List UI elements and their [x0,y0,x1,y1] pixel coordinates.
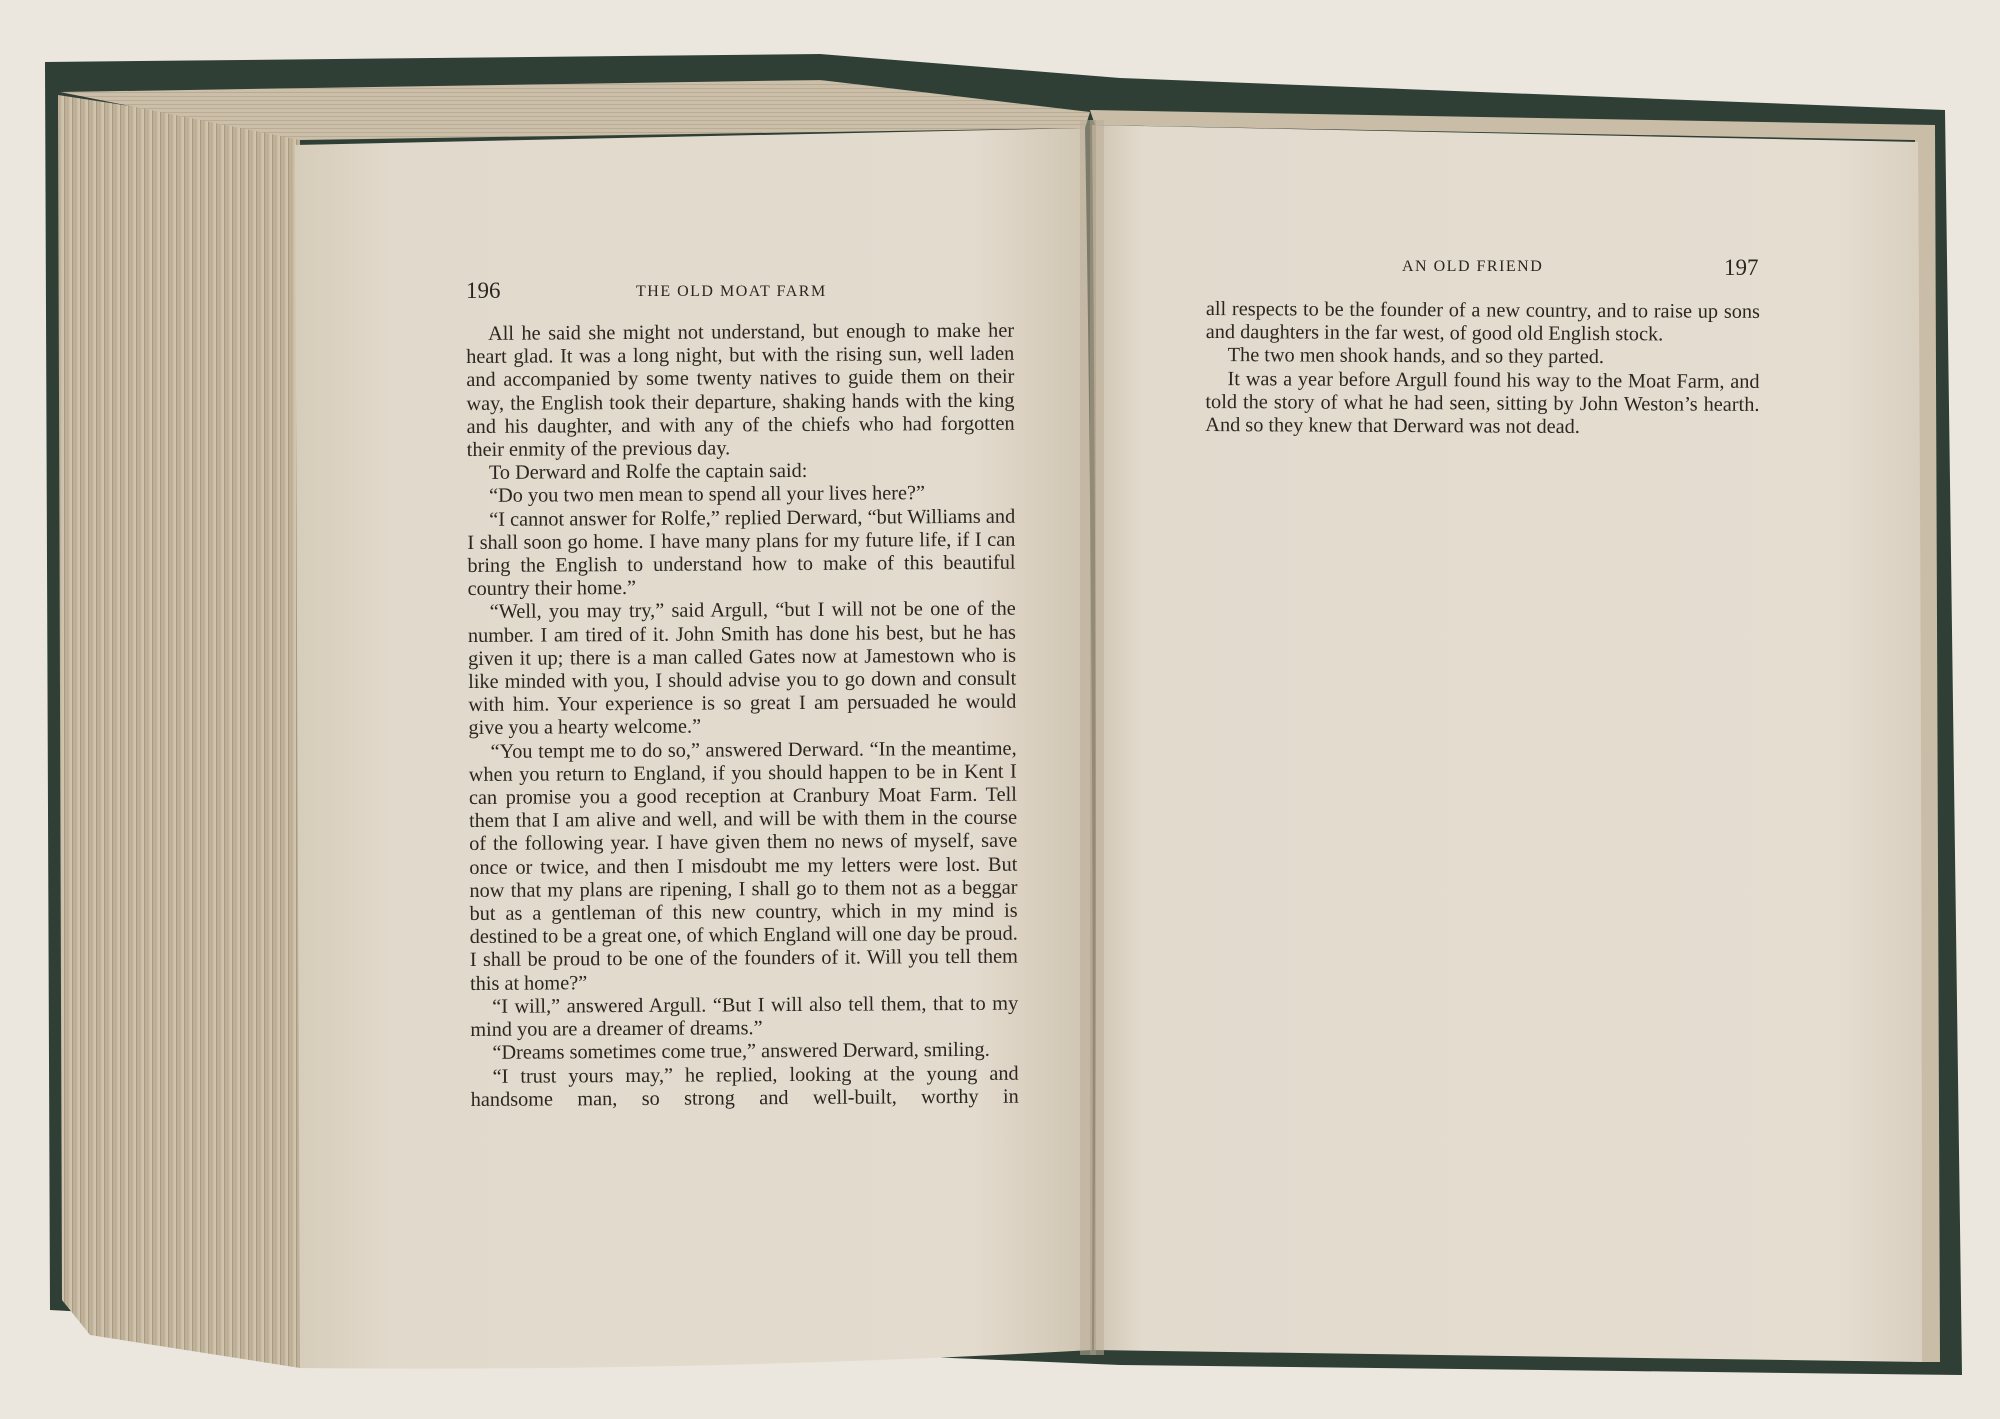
left-paragraph: All he said she might not understand, but enough to make her heart glad. It was a long night, but with the rising sun, well laden and accompanied by some twenty natives to guide them on their way, the English took their departure, shaking hands with the king and his daughter, and with any of the chiefs who had forgotten their enmity of the previous day. [466,319,1015,462]
left-page-body [466,320,1019,1112]
left-paragraph: To Derward and Rolfe the captain said: [488,460,808,485]
right-running-head: AN OLD FRIEND [1402,258,1544,275]
left-running-head: THE OLD MOAT FARM [636,283,827,300]
right-paragraph: The two men shook hands, and so they parted. [1227,344,1605,369]
left-page-edges [58,95,300,1368]
left-paragraph: “I cannot answer for Rolfe,” replied Derward, “but Williams and I shall soon go home. I have many plans for my future life, if I can bring the English to understand how to make of this beautiful country their home.” [467,505,1016,601]
right-paragraph: It was a year before Argull found his way to the Moat Farm, and told the story of what he had seen, sitting by John Weston’s hearth. And so they knew that Derward was not dead. [1205,367,1760,438]
left-paragraph: “You tempt me to do so,” answered Derward. “In the meantime, when you return to England, if you should happen to be in Kent I can promise you a good reception at Cranbury Moat Farm. Tell them that I am alive and well, and will be with them in the course of the following year. I have given them no news of myself, save once or twice, and then I misdoubt me my letters were lost. But now that my plans are ripening, I shall go to them not as a beggar but as a gentleman of this new country, which in my mind is destined to be a great one, of which England will one day be proud. I shall be proud to be one of the founders of it. Will you tell them this at home?” [468,737,1018,995]
left-paragraph: “Do you two men mean to spend all your lives here?” [488,482,926,508]
left-page-number: 196 [466,278,501,303]
left-paragraph: “I will,” answered Argull. “But I will also tell them, that to my mind you are a dreamer of dreams.” [470,992,1019,1042]
right-page-number: 197 [1724,255,1759,280]
left-paragraph: “Dreams sometimes come true,” answered Derward, smiling. [492,1039,990,1065]
right-page-body [1205,298,1760,440]
left-paragraph: “I trust yours may,” he replied, looking at the young and handsome man, so strong and well-built, worthy in [470,1062,1019,1111]
right-paragraph: all respects to be the founder of a new country, and to raise up sons and daughters in the far west, of good old English stock. [1205,298,1760,346]
left-paragraph: “Well, you may try,” said Argull, “but I will not be one of the number. I am tired of it. John Smith has done his best, but he has given it up; there is a man called Gates now at Jamestown who is like minded with you, I should advise you to go down and consult with him. Your experience is so great I am persuaded he would give you a hearty welcome.” [467,598,1017,740]
